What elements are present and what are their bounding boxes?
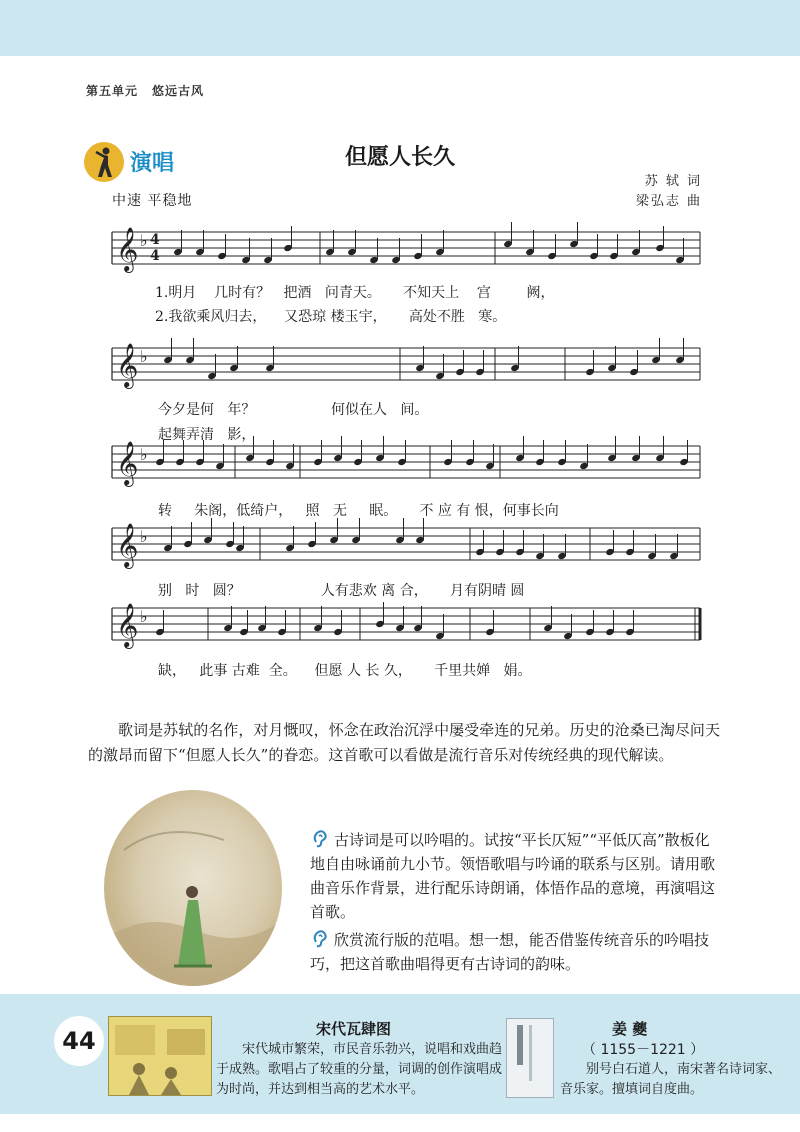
flat-key-signature: ♭ [140, 527, 148, 546]
treble-clef-icon: 𝄞 [116, 227, 139, 271]
lyrics-line-4: 别 时 圆？ 人有悲欢 离 合， 月有阴晴 圆 [158, 583, 525, 599]
box1-text: 宋代城市繁荣，市民音乐勃兴，说唱和戏曲趋于成熟。歌唱占了较重的分量，词调的创作演唱成为时尚，并达到相当高的艺术水平。 [216, 1042, 503, 1097]
market-scene-illustration [109, 1017, 213, 1097]
tempo-marking: 中速 平稳地 [112, 193, 193, 209]
task-1 [310, 828, 724, 924]
flat-key-signature: ♭ [140, 347, 148, 366]
scholar-figure-illustration [104, 790, 282, 986]
treble-clef-icon: 𝄞 [116, 603, 139, 647]
book-illustration [507, 1019, 555, 1099]
treble-clef-icon: 𝄞 [116, 441, 139, 485]
intro-paragraph: 歌词是苏轼的名作，对月慨叹，怀念在政治沉浮中屡受牵连的兄弟。历史的沧桑已淘尽问天的激昂而留下“但愿人长久”的眷恋。这首歌可以看做是流行音乐对传统经典的现代解读。 [88, 721, 720, 764]
task-1-text: 古诗词是可以吟唱的。试按“平长仄短”“平低仄高”散板化地自由咏诵前九小节。领悟歌唱与吟诵的联系与区别。请用歌曲音乐作背景，进行配乐诗朗诵，体悟作品的意境，再演唱这首歌。 [310, 831, 716, 921]
time-signature-bottom: 4 [150, 248, 160, 264]
box2-title: 姜 夔 [612, 1020, 648, 1038]
page-number: 44 [54, 1016, 104, 1066]
lyrics-line-1-verse-1: 1.明月 几时有？ 把酒 问青天。 不知天上 宫 阙， [155, 285, 555, 301]
box2-dates: （ 1155－1221 ） [582, 1042, 705, 1058]
task-2-text: 欣赏流行版的范唱。想一想，能否借鉴传统音乐的吟唱技巧，把这首歌曲唱得更有古诗词的韵味。 [310, 931, 710, 973]
lyrics-line-3: 转 朱阁，低绮户， 照 无 眠。 不 应 有 恨，何事长向 [158, 503, 559, 519]
flat-key-signature: ♭ [140, 445, 148, 464]
box2-text: 别号白石道人，南宋著名诗词家、音乐家。擅填词自度曲。 [560, 1062, 782, 1097]
book-cover [506, 1018, 554, 1098]
box1-title: 宋代瓦肆图 [316, 1020, 392, 1038]
lyricist: 苏 轼 词 [644, 174, 702, 189]
flat-key-signature: ♭ [140, 607, 148, 626]
ear-icon [310, 928, 330, 948]
section-label: 演唱 [130, 151, 175, 176]
song-title: 但愿人长久 [344, 145, 455, 170]
flat-key-signature: ♭ [140, 231, 148, 250]
unit-label: 第五单元 [86, 84, 139, 98]
song-dynasty-painting [108, 1016, 212, 1096]
lyrics-line-1-verse-2: 2.我欲乘风归去， 又恐琼 楼玉宇， 高处不胜 寒。 [155, 309, 507, 325]
lyrics-line-2-verse-1: 今夕是何 年？ 何似在人 间。 [158, 402, 429, 418]
treble-clef-icon: 𝄞 [116, 523, 139, 567]
time-signature-top: 4 [150, 232, 160, 248]
lyrics-line-5: 缺， 此事 古难 全。 但愿 人 长 久， 千里共婵 娟。 [158, 663, 532, 679]
composer: 梁弘志 曲 [635, 194, 702, 209]
unit-theme: 悠远古风 [152, 84, 205, 98]
moon-painting [104, 790, 282, 986]
treble-clef-icon: 𝄞 [116, 343, 139, 387]
task-2 [310, 928, 724, 976]
lyrics-line-2-verse-2: 起舞弄清 影， [158, 427, 256, 443]
ear-icon [310, 828, 330, 848]
